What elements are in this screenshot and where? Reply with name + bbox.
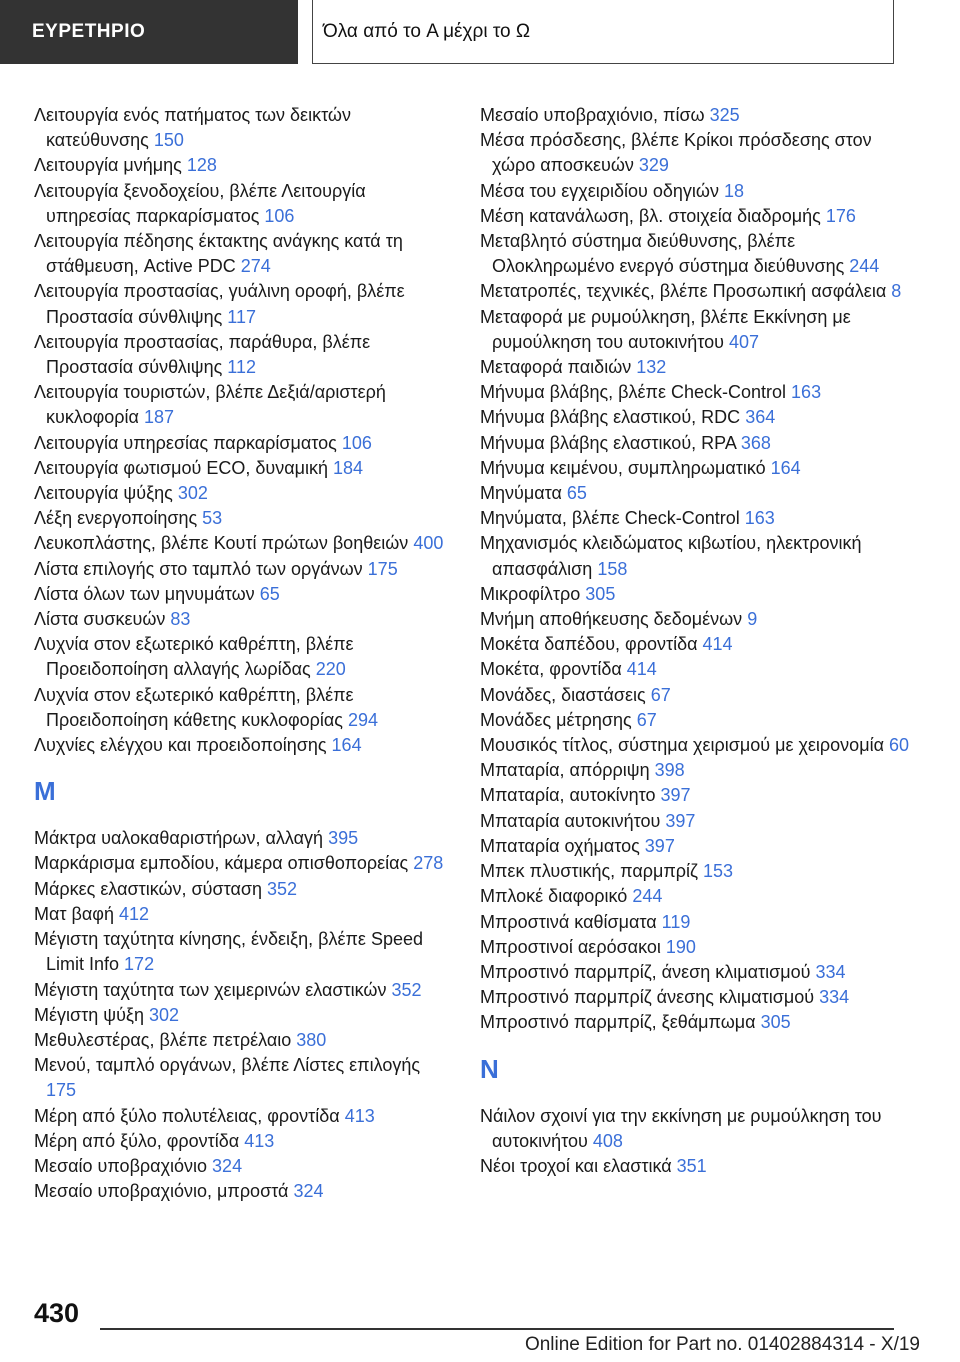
page-link[interactable]: 278 — [413, 853, 444, 874]
page-link[interactable]: 408 — [592, 1130, 623, 1151]
page-link[interactable]: 325 — [709, 105, 740, 125]
index-list-l — [34, 103, 454, 758]
page-link[interactable]: 398 — [654, 760, 685, 781]
index-entry — [480, 531, 910, 581]
index-entry — [34, 1028, 454, 1053]
entry-text: Λειτουργία ενός πατήματος των δεικτών κατεύθυνσης — [34, 105, 351, 151]
page-link[interactable]: 175 — [367, 558, 398, 579]
index-entry — [480, 1104, 910, 1154]
index-entry — [480, 834, 910, 859]
page-link[interactable]: 117 — [227, 306, 256, 327]
entry-text: Λυχνία στον εξωτερικό καθρέπτη, βλέπε Προειδοποίηση αλλαγής λωρίδας — [34, 634, 354, 680]
page-link[interactable]: 305 — [760, 1012, 791, 1033]
page-link[interactable]: 244 — [849, 256, 880, 277]
page-link[interactable]: 172 — [124, 954, 155, 975]
section-letter-n: N — [480, 1053, 499, 1084]
index-entry — [34, 1179, 454, 1204]
entry-text: Μέρη από ξύλο πολυτέλειας, φροντίδα — [34, 1105, 340, 1126]
index-entry — [34, 531, 454, 556]
index-list-m — [34, 826, 454, 1204]
entry-text: Λειτουργία προστασίας, παράθυρα, βλέπε Προστασία σύνθλιψης — [34, 331, 371, 378]
page-link[interactable]: 67 — [650, 684, 671, 705]
edition-footer: Online Edition for Part no. 01402884314 - X/19 — [524, 1334, 920, 1355]
entry-text: Μέρη από ξύλο, φροντίδα — [34, 1130, 240, 1151]
index-entry — [480, 910, 910, 935]
entry-text: Μετατροπές, τεχνικές, βλέπε Προσωπική ασφάλεια — [480, 281, 887, 302]
entry-text: Μοκέτα, φροντίδα — [480, 659, 622, 680]
right-column — [480, 103, 910, 1179]
page-link[interactable]: 397 — [665, 810, 696, 831]
index-list-n — [480, 1104, 910, 1180]
entry-text: Μενού, ταμπλό οργάνων, βλέπε Λίστες επιλογής — [34, 1055, 421, 1076]
index-entry — [34, 557, 454, 582]
page-link[interactable]: 305 — [585, 583, 616, 604]
page-link[interactable]: 294 — [347, 709, 379, 730]
entry-text: Μάρκες ελαστικών, σύσταση — [34, 878, 262, 899]
index-entry — [34, 456, 454, 481]
index-entry — [34, 851, 454, 876]
entry-text: Λειτουργία προστασίας, γυάλινη οροφή, βλέπε Προστασία σύνθλιψης — [34, 281, 405, 327]
entry-text: Μοκέτα δαπέδου, φροντίδα — [480, 634, 698, 655]
index-entry — [34, 153, 454, 178]
page-link[interactable]: 65 — [566, 483, 587, 504]
index-list-m-continued — [480, 103, 910, 1036]
entry-text: Μπαταρία οχήματος — [480, 835, 640, 856]
page-link[interactable]: 112 — [227, 357, 256, 378]
page-link[interactable]: 83 — [170, 609, 191, 630]
page-link[interactable]: 274 — [240, 256, 271, 277]
index-entry — [34, 1154, 454, 1179]
page-link[interactable]: 65 — [259, 583, 280, 604]
index-entry — [34, 1129, 454, 1154]
entry-text: Μπαταρία, αυτοκίνητο — [480, 785, 656, 806]
entry-text: Μονάδες μέτρησης — [480, 709, 632, 730]
page-link[interactable]: 163 — [744, 508, 775, 529]
index-entry — [480, 683, 910, 708]
entry-text: Μέση κατανάλωση, βλ. στοιχεία διαδρομής — [480, 205, 821, 226]
page-link[interactable]: 187 — [143, 407, 174, 428]
entry-text: Μέσα του εγχειριδίου οδηγιών — [480, 180, 719, 201]
index-entry — [34, 978, 454, 1003]
entry-text: Μηχανισμός κλειδώματος κιβωτίου, ηλεκτρονική απασφάλιση — [480, 533, 862, 579]
page-link[interactable]: 163 — [791, 382, 822, 403]
page-link[interactable]: 414 — [626, 659, 657, 680]
entry-text: Μέγιστη ψύξη — [34, 1004, 144, 1025]
entry-text: Νέοι τροχοί και ελαστικά — [480, 1155, 672, 1176]
page-link[interactable]: 9 — [747, 609, 758, 630]
index-entry — [480, 204, 910, 229]
page-link[interactable]: 412 — [118, 903, 150, 924]
index-entry — [480, 456, 910, 481]
entry-text: Μεθυλεστέρας, βλέπε πετρέλαιο — [34, 1029, 292, 1050]
page-link[interactable]: 158 — [597, 558, 628, 579]
header — [0, 0, 960, 66]
entry-text: Μπροστινοί αερόσακοι — [480, 936, 661, 957]
index-entry — [34, 481, 454, 506]
index-entry — [480, 884, 910, 909]
index-entry — [34, 733, 454, 758]
index-entry — [480, 279, 910, 304]
page-link[interactable]: 414 — [702, 634, 733, 655]
entry-text: Μηνύματα, βλέπε Check-Control — [480, 508, 740, 529]
left-column — [34, 103, 454, 1204]
page-link[interactable]: 106 — [264, 205, 295, 226]
entry-text: Λειτουργία υπηρεσίας παρκαρίσματος — [34, 432, 337, 453]
page-link[interactable]: 413 — [344, 1105, 375, 1126]
entry-text: Μπεκ πλυστικής, παρμπρίζ — [480, 861, 698, 882]
page-link[interactable]: 164 — [770, 457, 801, 478]
entry-text: Λίστα επιλογής στο ταμπλό των οργάνων — [34, 558, 363, 579]
index-entry — [480, 305, 910, 355]
index-entry — [34, 683, 454, 733]
page-link[interactable]: 352 — [267, 878, 298, 899]
index-entry — [34, 229, 454, 279]
tab-index[interactable]: ΕΥΡΕΤΗΡΙΟ — [0, 0, 298, 64]
page-link[interactable]: 220 — [315, 659, 346, 680]
page-link[interactable]: 190 — [665, 936, 696, 957]
page-link[interactable]: 175 — [46, 1080, 77, 1101]
page-link[interactable]: 119 — [661, 911, 691, 932]
entry-text: Μπροστινό παρμπρίζ, ξεθάμπωμα — [480, 1012, 756, 1033]
page-link[interactable]: 176 — [825, 205, 856, 226]
entry-text: Μεσαίο υποβραχιόνιο — [34, 1155, 208, 1176]
index-entry — [34, 330, 454, 380]
page-link[interactable]: 352 — [391, 979, 422, 1000]
index-entry — [480, 607, 910, 632]
entry-text: Μπαταρία, απόρριψη — [480, 760, 650, 781]
index-entry — [34, 179, 454, 229]
entry-text: Μεσαίο υποβραχιόνιο, μπροστά — [34, 1181, 289, 1202]
index-entry — [34, 927, 454, 977]
index-entry — [34, 103, 454, 153]
page-link[interactable]: 407 — [729, 331, 760, 352]
footer-divider — [100, 1328, 894, 1330]
index-entry — [34, 607, 454, 632]
page-link[interactable]: 400 — [413, 533, 444, 554]
index-entry — [480, 229, 910, 279]
entry-text: Μέγιστη ταχύτητα κίνησης, ένδειξη, βλέπε Speed Limit Info — [34, 929, 424, 975]
entry-text: Μπροστινό παρμπρίζ, άνεση κλιματισμού — [480, 961, 811, 982]
entry-text: Ματ βαφή — [34, 903, 114, 924]
page-link[interactable]: 324 — [212, 1155, 243, 1176]
page-link[interactable]: 395 — [328, 828, 359, 849]
page-link[interactable]: 334 — [819, 987, 850, 1008]
page-link[interactable]: 53 — [202, 508, 223, 529]
index-entry — [34, 902, 454, 927]
entry-text: Μονάδες, διαστάσεις — [480, 684, 646, 705]
page-link[interactable]: 60 — [889, 735, 910, 756]
entry-text: Μεταβλητό σύστημα διεύθυνσης, βλέπε Ολοκληρωμένο ενεργό σύστημα διεύθυνσης — [480, 231, 845, 277]
index-entry — [480, 103, 910, 128]
index-entry — [34, 826, 454, 851]
page-link[interactable]: 302 — [149, 1004, 180, 1025]
index-entry — [480, 1010, 910, 1035]
entry-text: Μικροφίλτρο — [480, 583, 581, 604]
index-entry — [34, 1003, 454, 1028]
index-entry — [480, 783, 910, 808]
index-entry — [34, 431, 454, 456]
section-letter-m: M — [34, 776, 56, 807]
page-link[interactable]: 8 — [891, 281, 902, 302]
page-link[interactable]: 128 — [186, 155, 217, 176]
index-entry — [480, 582, 910, 607]
page-link[interactable]: 106 — [341, 432, 372, 453]
index-entry — [34, 632, 454, 682]
entry-text: Μπροστινό παρμπρίζ άνεσης κλιματισμού — [480, 987, 815, 1008]
entry-text: Μεταφορά παιδιών — [480, 357, 632, 378]
entry-text: Μπροστινά καθίσματα — [480, 911, 657, 932]
index-entry — [480, 708, 910, 733]
page-link[interactable]: 184 — [333, 457, 364, 478]
entry-text: Λειτουργία τουριστών, βλέπε Δεξιά/αριστερή κυκλοφορία — [34, 382, 386, 428]
entry-text: Μέγιστη ταχύτητα των χειμερινών ελαστικών — [34, 979, 387, 1000]
entry-text: Μάκτρα υαλοκαθαριστήρων, αλλαγή — [34, 828, 324, 849]
entry-text: Μήνυμα βλάβης ελαστικού, RPA — [480, 432, 736, 453]
index-entry — [34, 582, 454, 607]
page-link[interactable]: 164 — [331, 735, 362, 756]
entry-text: Μαρκάρισμα εμποδίου, κάμερα οπισθοπορείας — [34, 853, 409, 874]
entry-text: Μήνυμα κειμένου, συμπληρωματικό — [480, 457, 766, 478]
page-link[interactable]: 329 — [638, 155, 669, 176]
entry-text: Λυχνία στον εξωτερικό καθρέπτη, βλέπε Προειδοποίηση κάθετης κυκλοφορίας — [34, 684, 354, 730]
entry-text: Μνήμη αποθήκευσης δεδομένων — [480, 609, 743, 630]
entry-text: Λειτουργία ξενοδοχείου, βλέπε Λειτουργία υπηρεσίας παρκαρίσματος — [34, 180, 366, 226]
page-link[interactable]: 324 — [293, 1181, 324, 1202]
entry-text: Μήνυμα βλάβης, βλέπε Check-Control — [480, 382, 787, 403]
index-entry — [480, 179, 910, 204]
entry-text: Λέξη ενεργοποίησης — [34, 508, 198, 529]
entry-text: Μεταφορά με ρυμούλκηση, βλέπε Εκκίνηση με ρυμούλκηση του αυτοκινήτου — [480, 306, 851, 352]
index-entry — [480, 985, 910, 1010]
entry-text: Μήνυμα βλάβης ελαστικού, RDC — [480, 407, 741, 428]
index-entry — [480, 657, 910, 682]
page-link[interactable]: 18 — [723, 180, 744, 201]
index-entry — [34, 279, 454, 329]
page-link[interactable]: 244 — [632, 886, 663, 907]
entry-text: Λίστα συσκευών — [34, 609, 166, 630]
page-link[interactable]: 380 — [296, 1029, 327, 1050]
page-link[interactable]: 302 — [177, 483, 208, 504]
index-entry — [480, 431, 910, 456]
index-entry — [34, 1053, 454, 1103]
entry-text: Λειτουργία μνήμης — [34, 155, 182, 176]
index-entry — [480, 859, 910, 884]
entry-text: Μεσαίο υποβραχιόνιο, πίσω — [480, 105, 705, 125]
entry-text: Λευκοπλάστης, βλέπε Κουτί πρώτων βοηθειών — [34, 533, 409, 554]
entry-text: Νάιλον σχοινί για την εκκίνηση με ρυμούλκηση του αυτοκινήτου — [480, 1105, 882, 1151]
page-link[interactable]: 351 — [676, 1155, 707, 1176]
tab-a-to-z[interactable]: Όλα από το A μέχρι το Ω — [312, 0, 894, 64]
entry-text: Μπαταρία αυτοκινήτου — [480, 810, 661, 831]
entry-text: Μηνύματα — [480, 483, 562, 504]
page-link[interactable]: 150 — [153, 130, 184, 151]
index-entry — [480, 481, 910, 506]
page-link[interactable]: 334 — [815, 961, 846, 982]
page-link[interactable]: 364 — [745, 407, 776, 428]
index-entry — [480, 355, 910, 380]
index-entry — [480, 405, 910, 430]
index-entry — [480, 380, 910, 405]
entry-text: Λειτουργία ψύξης — [34, 483, 173, 504]
entry-text: Λειτουργία φωτισμού ECO, δυναμική — [34, 457, 328, 478]
page-number: 430 — [34, 1298, 80, 1328]
page-link[interactable]: 153 — [702, 861, 734, 882]
index-entry — [480, 960, 910, 985]
entry-text: Λυχνίες ελέγχου και προειδοποίησης — [34, 735, 327, 756]
index-entry — [480, 809, 910, 834]
entry-text: Μουσικός τίτλος, σύστημα χειρισμού με χειρονομία — [480, 735, 884, 756]
index-entry — [480, 632, 910, 657]
index-entry — [34, 877, 454, 902]
page-link[interactable]: 397 — [660, 785, 691, 806]
entry-text: Λίστα όλων των μηνυμάτων — [34, 583, 255, 604]
page-link[interactable]: 413 — [244, 1130, 275, 1151]
page-link[interactable]: 67 — [636, 709, 657, 730]
page-link[interactable]: 368 — [740, 432, 771, 453]
index-entry — [480, 128, 910, 178]
page-link[interactable]: 132 — [636, 357, 667, 378]
index-entry — [480, 758, 910, 783]
entry-text: Μέσα πρόσδεσης, βλέπε Κρίκοι πρόσδεσης στον χώρο αποσκευών — [480, 130, 872, 176]
index-entry — [34, 506, 454, 531]
entry-text: Λειτουργία πέδησης έκτακτης ανάγκης κατά τη στάθμευση, Active PDC — [34, 231, 403, 277]
page-link[interactable]: 397 — [644, 835, 675, 856]
index-entry — [480, 733, 910, 758]
index-entry — [34, 380, 454, 430]
index-entry — [480, 506, 910, 531]
index-entry — [480, 935, 910, 960]
index-entry — [480, 1154, 910, 1179]
index-entry — [34, 1104, 454, 1129]
entry-text: Μπλοκέ διαφορικό — [480, 886, 628, 907]
